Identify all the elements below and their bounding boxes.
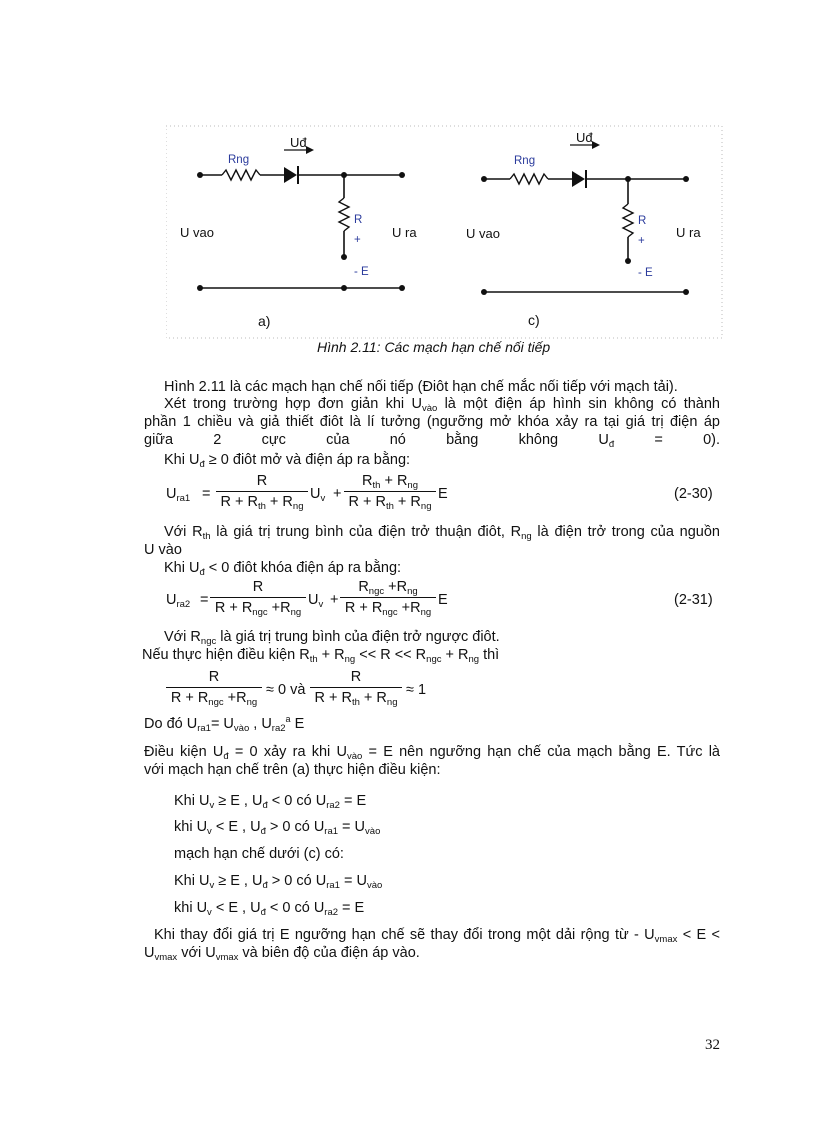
label-ud-c: Uđ bbox=[576, 130, 593, 145]
diode-c bbox=[572, 171, 585, 187]
approx-one: ≈ 1 bbox=[406, 682, 427, 698]
label-rng-a: Rng bbox=[228, 154, 250, 166]
label-ud-a: Uđ bbox=[290, 135, 307, 150]
figure-caption: Hình 2.11: Các mạch hạn chế nối tiếp bbox=[317, 339, 551, 355]
eq2-label: (2-31) bbox=[674, 592, 713, 608]
resistor-rng-c bbox=[510, 174, 548, 184]
condition-line-4: Khi $U_v \ge E$ , $U_đ > 0$ có $U_{ra1} = U_{vào}$ bbox=[174, 873, 383, 891]
page-number: 32 bbox=[705, 1037, 720, 1053]
resistor-r-c bbox=[623, 204, 633, 237]
condition-line-1: Khi $U_v \ge E$ , $U_đ < 0$ có $U_{ra2} = E$ bbox=[174, 793, 367, 811]
eq1-uv: $U_v$ bbox=[310, 486, 326, 504]
equation-2-30 bbox=[144, 470, 720, 522]
eq1-e: E bbox=[438, 486, 448, 502]
eq2-plus: + bbox=[330, 592, 339, 608]
label-plus-c: + bbox=[638, 235, 645, 247]
approximation-equation bbox=[144, 668, 720, 716]
label-tag-a: a) bbox=[258, 313, 271, 329]
eq2-fraction-2: $R_{ngc} +R_{ng}$ $R + R_{ngc} +R_{ng}$ bbox=[340, 578, 436, 617]
approx-fraction-2: R $R + R_{th} + R_{ng}$ bbox=[310, 668, 402, 707]
label-e-c: - E bbox=[638, 267, 653, 279]
label-uout-c: U ra bbox=[676, 225, 701, 240]
paragraph-2-line1: Xét trong trường hợp đơn giản khi $U_{vào}$ là một điện áp hình sin không có thành bbox=[164, 396, 720, 414]
eq2-equals: = bbox=[200, 592, 209, 608]
label-e-a: - E bbox=[354, 266, 369, 278]
condition-line-3: mạch hạn chế dưới (c) có: bbox=[174, 846, 344, 862]
eq1-equals: = bbox=[202, 486, 211, 502]
equation-2-31 bbox=[144, 576, 720, 628]
condition-line-5: khi $U_v < E$ , $U_đ < 0$ có $U_{ra2} = E$ bbox=[174, 900, 365, 918]
label-plus-a: + bbox=[354, 234, 361, 246]
paragraph-intro: Hình 2.11 là các mạch hạn chế nối tiếp (Điôt hạn chế mắc nối tiếp với mạch tải). bbox=[164, 379, 678, 395]
paragraph-threshold-line2: với mạch hạn chế trên (a) thực hiện điều kiện: bbox=[144, 762, 441, 778]
label-rng-c: Rng bbox=[514, 155, 536, 167]
paragraph-rth-line2: U vào bbox=[144, 542, 182, 558]
paragraph-open-condition: Khi $U_đ \ge 0$ điôt mở và điện áp ra bằng: bbox=[164, 452, 411, 470]
paragraph-rth-line1: Với $R_{th}$ là giá trị trung bình của điện trở thuận điôt, $R_{ng}$ là điện trở trong của nguồn bbox=[164, 524, 720, 542]
approx-fraction-1: R $R + R_{ngc} +R_{ng}$ bbox=[166, 668, 262, 707]
circuit-c bbox=[466, 130, 701, 328]
paragraph-range-line1: Khi thay đổi giá trị E ngưỡng hạn chế sẽ thay đổi trong một dải rộng từ - $U_{vmax} < E$ < bbox=[154, 927, 720, 945]
label-r-a: R bbox=[354, 214, 363, 226]
diode-a bbox=[284, 167, 297, 183]
eq2-fraction-1: R $R + R_{ngc} +R_{ng}$ bbox=[210, 578, 306, 617]
label-uout-a: U ra bbox=[392, 225, 417, 240]
label-r-c: R bbox=[638, 215, 647, 227]
paragraph-therefore: Do đó $U_{ra1}= U_{vào}$ , $U_{ra2}^a$ E bbox=[144, 714, 305, 734]
paragraph-2-line3: giữa 2 cực của nó bằng không $U_đ = 0$). bbox=[144, 432, 720, 450]
eq1-lhs: $U_{ra1}$ bbox=[166, 486, 191, 504]
eq1-fraction-2: $R_{th} + R_{ng}$ $R + R_{th} + R_{ng}$ bbox=[344, 472, 436, 511]
eq1-plus: + bbox=[333, 486, 342, 502]
label-uin-a: U vao bbox=[180, 225, 214, 240]
resistor-r-a bbox=[339, 198, 349, 231]
label-tag-c: c) bbox=[528, 312, 540, 328]
eq2-uv: $U_v$ bbox=[308, 592, 324, 610]
label-uin-c: U vao bbox=[466, 226, 500, 241]
eq1-fraction-1: R $R + R_{th} + R_{ng}$ bbox=[216, 472, 308, 511]
paragraph-range-line2: $U_{vmax}$ với $U_{vmax}$ và biên độ của điện áp vào. bbox=[144, 945, 420, 963]
resistor-rng-a bbox=[222, 170, 260, 180]
eq2-lhs: $U_{ra2}$ bbox=[166, 592, 191, 610]
circuit-a bbox=[180, 135, 417, 329]
condition-line-2: khi $U_v < E$ , $U_đ > 0$ có $U_{ra1} = U_{vào}$ bbox=[174, 819, 381, 837]
figure-frame bbox=[166, 126, 722, 338]
paragraph-rngc: Với $R_{ngc}$ là giá trị trung bình của điện trở ngược điôt. bbox=[164, 629, 500, 647]
paragraph-closed-condition: Khi $U_đ < 0$ điôt khóa điện áp ra bằng: bbox=[164, 560, 402, 578]
paragraph-2-line2: phần 1 chiều và giả thiết điôt là lí tưởng (ngưỡng mở khóa xảy ra tại giá trị điện áp bbox=[144, 414, 720, 430]
eq2-e: E bbox=[438, 592, 448, 608]
paragraph-threshold-line1: Điều kiện $U_đ = 0$ xảy ra khi $U_{vào} = E$ nên ngưỡng hạn chế của mạch bằng E. Tức là bbox=[144, 744, 720, 762]
circuit-figure bbox=[166, 120, 726, 342]
approx-zero: ≈ 0 và bbox=[266, 682, 306, 698]
paragraph-condition: Nếu thực hiện điều kiện $R_{th} + R_{ng} << R << R_{ngc} + R_{ng}$ thì bbox=[142, 647, 500, 665]
eq1-label: (2-30) bbox=[674, 486, 713, 502]
